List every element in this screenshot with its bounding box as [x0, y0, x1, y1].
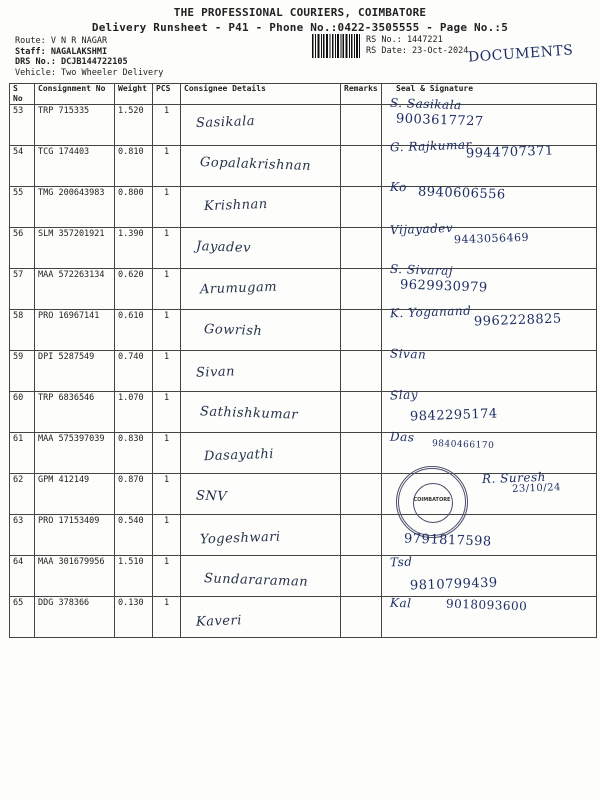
cell-remarks: [341, 228, 382, 269]
handwritten-phone: 9842295174: [409, 406, 498, 425]
cell-sno: 60: [10, 392, 35, 433]
cell-weight: 0.740: [115, 351, 153, 392]
cell-sno: 59: [10, 351, 35, 392]
handwritten-phone: 9810799439: [409, 575, 498, 594]
stamp-text: COIMBATORE: [413, 497, 451, 503]
cell-consignment: PRO 16967141: [35, 310, 115, 351]
col-header-consignee: Consignee Details: [181, 84, 341, 105]
handwritten-phone: 9018093600: [445, 596, 528, 614]
col-header-remarks: Remarks: [341, 84, 382, 105]
table-row: [10, 187, 597, 228]
barcode-image: [312, 34, 360, 58]
handwritten-phone: 9443056469: [453, 230, 530, 247]
stamp-inner-ring: [413, 483, 453, 523]
cell-sno: 63: [10, 515, 35, 556]
cell-consignment: MAA 301679956: [35, 556, 115, 597]
cell-weight: 1.390: [115, 228, 153, 269]
staff-line: Staff: NAGALAKSHMI: [15, 46, 108, 57]
table-row: [10, 269, 597, 310]
cell-pcs: 1: [153, 228, 181, 269]
handwritten-signature: Ko: [389, 179, 408, 195]
handwritten-signature: K. Yoganand: [389, 303, 472, 321]
cell-consignment: TCG 174403: [35, 146, 115, 187]
info-block: [15, 36, 163, 78]
col-header-consignment: Consignment No: [35, 84, 115, 105]
handwritten-phone: 8940606556: [417, 184, 506, 203]
table-row: [10, 433, 597, 474]
header-subtitle: Delivery Runsheet - P41 - Phone No.:0422-3505555 - Page No.:5: [91, 21, 509, 34]
cell-weight: 1.070: [115, 392, 153, 433]
handwritten-consignee-name: Krishnan: [203, 197, 268, 215]
cell-consignment: DPI 5287549: [35, 351, 115, 392]
handwritten-signature: Das: [389, 429, 415, 445]
cell-consignment: PRO 17153409: [35, 515, 115, 556]
table-row: [10, 105, 597, 146]
col-header-seal: Seal & Signature: [382, 84, 597, 105]
handwritten-signature: S. Sasikala: [389, 95, 462, 113]
handwritten-consignee-name: Kaveri: [195, 613, 243, 630]
cell-sno: 56: [10, 228, 35, 269]
cell-consignment: TRP 6836546: [35, 392, 115, 433]
cell-consignment: MAA 572263134: [35, 269, 115, 310]
handwritten-phone: 9791817598: [403, 531, 492, 550]
handwritten-consignee-name: Jayadev: [195, 238, 252, 256]
cell-remarks: [341, 146, 382, 187]
handwritten-phone: 9003617727: [395, 111, 484, 130]
handwritten-signature: Tsd: [389, 554, 413, 569]
handwritten-consignee-name: Sivan: [195, 363, 236, 381]
cell-sno: 62: [10, 474, 35, 515]
cell-pcs: 1: [153, 105, 181, 146]
cell-weight: 0.830: [115, 433, 153, 474]
col-header-pcs: PCS: [153, 84, 181, 105]
cell-pcs: 1: [153, 269, 181, 310]
cell-pcs: 1: [153, 146, 181, 187]
table-row: [10, 351, 597, 392]
cell-pcs: 1: [153, 433, 181, 474]
handwritten-consignee-name: Sathishkumar: [199, 404, 299, 423]
col-header-weight: Weight: [115, 84, 153, 105]
cell-consignment: MAA 575397039: [35, 433, 115, 474]
cell-sno: 57: [10, 269, 35, 310]
handwritten-consignee-name: Gowrish: [203, 321, 263, 340]
handwritten-phone: 9962228825: [473, 311, 562, 330]
cell-weight: 0.810: [115, 146, 153, 187]
cell-remarks: [341, 187, 382, 228]
table-header-row: [10, 84, 597, 105]
handwritten-consignee-name: Sundararaman: [203, 570, 309, 590]
handwritten-phone: 23/10/24: [511, 482, 562, 496]
cell-pcs: 1: [153, 351, 181, 392]
cell-weight: 1.510: [115, 556, 153, 597]
handwritten-consignee-name: Yogeshwari: [199, 529, 281, 548]
drs-line: DRS No.: DCJB144722105: [15, 57, 128, 67]
cell-consignment: SLM 357201921: [35, 228, 115, 269]
cell-remarks: [341, 351, 382, 392]
rs-number: RS No.: 1447221: [366, 35, 443, 45]
handwritten-consignee-name: Gopalakrishnan: [199, 154, 312, 174]
table-row: [10, 392, 597, 433]
handwritten-signature: G. Rajkumar: [389, 137, 472, 155]
cell-weight: 0.870: [115, 474, 153, 515]
col-header-sno: S No: [10, 84, 35, 105]
cell-pcs: 1: [153, 187, 181, 228]
cell-remarks: [341, 269, 382, 310]
cell-sno: 61: [10, 433, 35, 474]
cell-sno: 54: [10, 146, 35, 187]
header-title: THE PROFESSIONAL COURIERS, COIMBATORE: [173, 6, 427, 19]
cell-weight: 0.800: [115, 187, 153, 228]
company-seal-stamp: [396, 466, 468, 538]
cell-sno: 55: [10, 187, 35, 228]
cell-sno: 58: [10, 310, 35, 351]
handwritten-signature: Sivan: [389, 345, 427, 362]
handwritten-signature: Slay: [389, 387, 419, 403]
cell-weight: 0.620: [115, 269, 153, 310]
handwritten-phone: 9944707371: [465, 143, 554, 162]
handwritten-note: DOCUMENTS: [467, 42, 574, 66]
cell-weight: 0.130: [115, 597, 153, 638]
cell-consignment: GPM 412149: [35, 474, 115, 515]
cell-remarks: [341, 556, 382, 597]
cell-remarks: [341, 310, 382, 351]
handwritten-signature: Vijayadev: [389, 220, 454, 237]
cell-weight: 1.520: [115, 105, 153, 146]
cell-pcs: 1: [153, 556, 181, 597]
cell-sno: 65: [10, 597, 35, 638]
cell-sno: 64: [10, 556, 35, 597]
rs-date: RS Date: 23-Oct-2024: [366, 46, 469, 56]
cell-remarks: [341, 433, 382, 474]
cell-weight: 0.610: [115, 310, 153, 351]
rs-info: [366, 35, 468, 57]
handwritten-signature: S. Sivaraj: [389, 262, 454, 279]
handwritten-consignee-name: SNV: [195, 488, 228, 505]
handwritten-consignee-name: Dasayathi: [203, 446, 275, 465]
cell-remarks: [341, 105, 382, 146]
cell-consignment: DDG 378366: [35, 597, 115, 638]
cell-sno: 53: [10, 105, 35, 146]
cell-pcs: 1: [153, 597, 181, 638]
handwritten-phone: 9629930979: [399, 277, 488, 296]
handwritten-phone: 9840466170: [431, 438, 495, 451]
cell-remarks: [341, 515, 382, 556]
handwritten-signature: Kal: [389, 595, 412, 611]
cell-consignment: TRP 715335: [35, 105, 115, 146]
cell-pcs: 1: [153, 310, 181, 351]
handwritten-consignee-name: Sasikala: [195, 113, 256, 132]
cell-pcs: 1: [153, 515, 181, 556]
cell-remarks: [341, 597, 382, 638]
cell-consignment: TMG 200643983: [35, 187, 115, 228]
cell-pcs: 1: [153, 392, 181, 433]
cell-remarks: [341, 392, 382, 433]
cell-remarks: [341, 474, 382, 515]
handwritten-consignee-name: Arumugam: [199, 280, 278, 298]
vehicle-line: Vehicle: Two Wheeler Delivery: [15, 67, 164, 78]
route-line: Route: V N R NAGAR: [15, 36, 108, 46]
handwritten-signature: R. Suresh: [481, 470, 547, 487]
cell-weight: 0.540: [115, 515, 153, 556]
table-row: [10, 515, 597, 556]
cell-pcs: 1: [153, 474, 181, 515]
